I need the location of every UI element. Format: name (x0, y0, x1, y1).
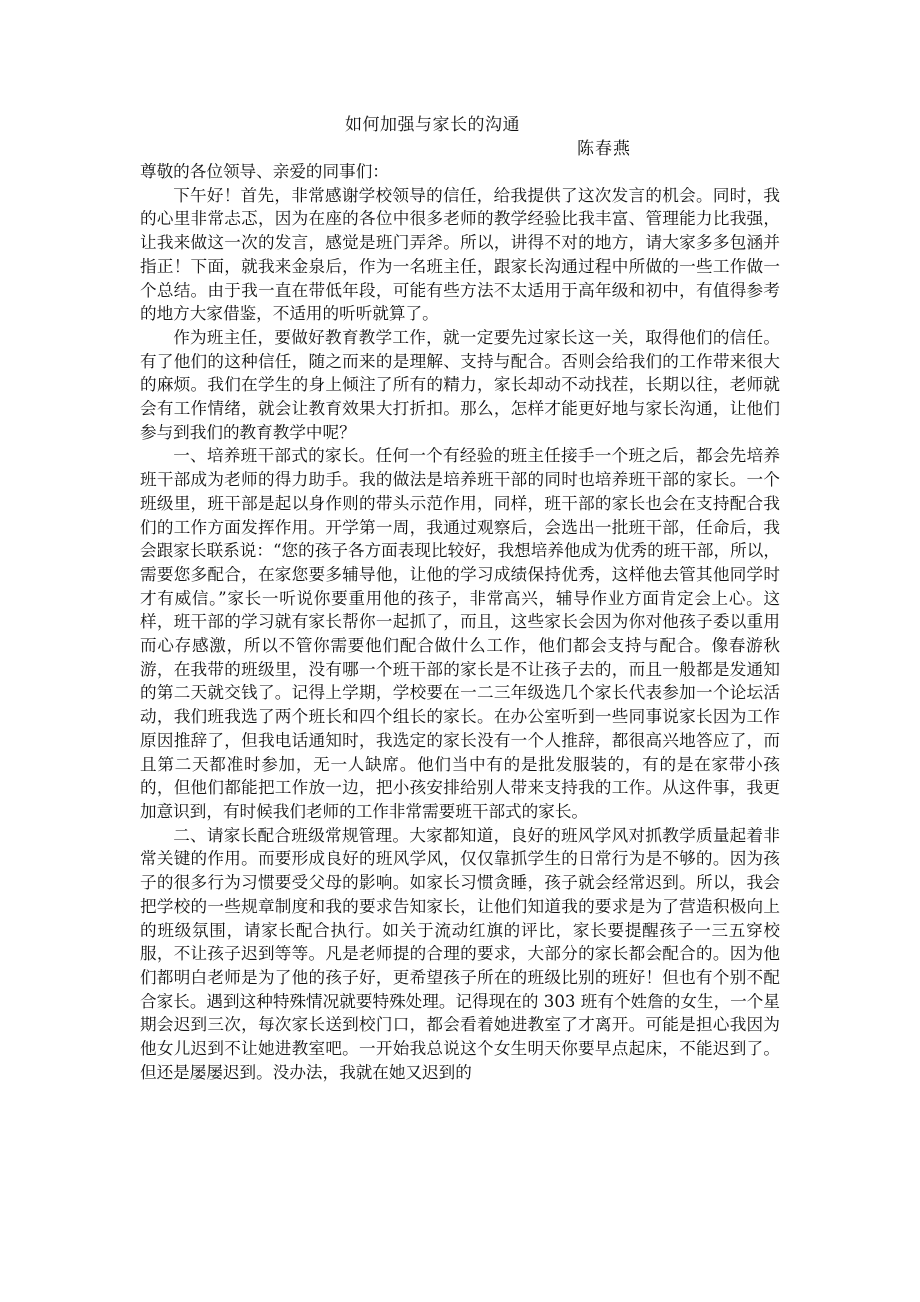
paragraph: 一、培养班干部式的家长。任何一个有经验的班主任接手一个班之后，都会先培养班干部成为老师的得力助手。我的做法是培养班干部的同时也培养班干部的家长。一个班级里，班干部是起以身作则的带头示范作用，同样，班干部的家长也会在支持配合我们的工作方面发挥作用。开学第一周，我通过观察后，会选出一批班干部，任命后，我会跟家长联系说：“您的孩子各方面表现比较好，我想培养他成为优秀的班干部，所以，需要您多配合，在家您要多辅导他，让他的学习成绩保持优秀，这样他去管其他同学时才有威信。”家长一听说你要重用他的孩子，非常高兴，辅导作业方面肯定会上心。这样，班干部的学习就有家长帮你一起抓了，而且，这些家长会因为你对他孩子委以重用而心存感激，所以不管你需要他们配合做什么工作，他们都会支持与配合。像春游秋游，在我带的班级里，没有哪一个班干部的家长是不让孩子去的，而且一般都是发通知的第二天就交钱了。记得上学期，学校要在一二三年级选几个家长代表参加一个论坛活动，我们班我选了两个班长和四个组长的家长。在办公室听到一些同事说家长因为工作原因推辞了，但我电话通知时，我选定的家长没有一个人推辞，都很高兴地答应了，而且第二天都准时参加，无一人缺席。他们当中有的是批发服装的，有的是在家带小孩的，但他们都能把工作放一边，把小孩安排给别人带来支持我的工作。从这件事，我更加意识到，有时候我们老师的工作非常需要班干部式的家长。 (140, 446, 780, 821)
greeting: 尊敬的各位领导、亲爱的同事们： (140, 162, 389, 181)
paragraph: 作为班主任，要做好教育教学工作，就一定要先过家长这一关，取得他们的信任。有了他们的这种信任，随之而来的是理解、支持与配合。否则会给我们的工作带来很大的麻烦。我们在学生的身上倾注了所有的精力，家长却动不动找茬，长期以往，老师就会有工作情绪，就会让教育效果大打折扣。那么，怎样才能更好地与家长沟通，让他们参与到我们的教育教学中呢？ (140, 327, 780, 442)
document-body (140, 160, 780, 1084)
paragraph: 下午好！首先，非常感谢学校领导的信任，给我提供了这次发言的机会。同时，我的心里非常忐忑，因为在座的各位中很多老师的教学经验比我丰富、管理能力比我强，让我来做这一次的发言，感觉是班门弄斧。所以，讲得不对的地方，请大家多多包涵并指正！下面，就我来金泉后，作为一名班主任，跟家长沟通过程中所做的一些工作做一个总结。由于我一直在带低年段，可能有些方法不太适用于高年级和初中，有值得参考的地方大家借鉴，不适用的听听就算了。 (140, 185, 780, 324)
document-title: 如何加强与家长的沟通 (345, 115, 520, 135)
author-name: 陈春燕 (577, 139, 631, 159)
paragraph: 二、请家长配合班级常规管理。大家都知道，良好的班风学风对抓教学质量起着非常关键的作用。而要形成良好的班风学风，仅仅靠抓学生的日常行为是不够的。因为孩子的很多行为习惯要受父母的影响。如家长习惯贪睡，孩子就会经常迟到。所以，我会把学校的一些规章制度和我的要求告知家长，让他们知道我的要求是为了营造积极向上的班级氛围，请家长配合执行。如关于流动红旗的评比，家长要提醒孩子一三五穿校服，不让孩子迟到等等。凡是老师提的合理的要求，大部分的家长都会配合的。因为他们都明白老师是为了他的孩子好，更希望孩子所在的班级比别的班好！但也有个别不配合家长。遇到这种特殊情况就要特殊处理。记得现在的 303 班有个姓詹的女生，一个星期会迟到三次，每次家长送到校门口，都会看着她进教室了才离开。可能是担心我因为他女儿迟到不让她进教室吧。一开始我总说这个女生明天你要早点起床，不能迟到了。但还是屡屡迟到。没办法，我就在她又迟到的 (140, 825, 780, 1082)
